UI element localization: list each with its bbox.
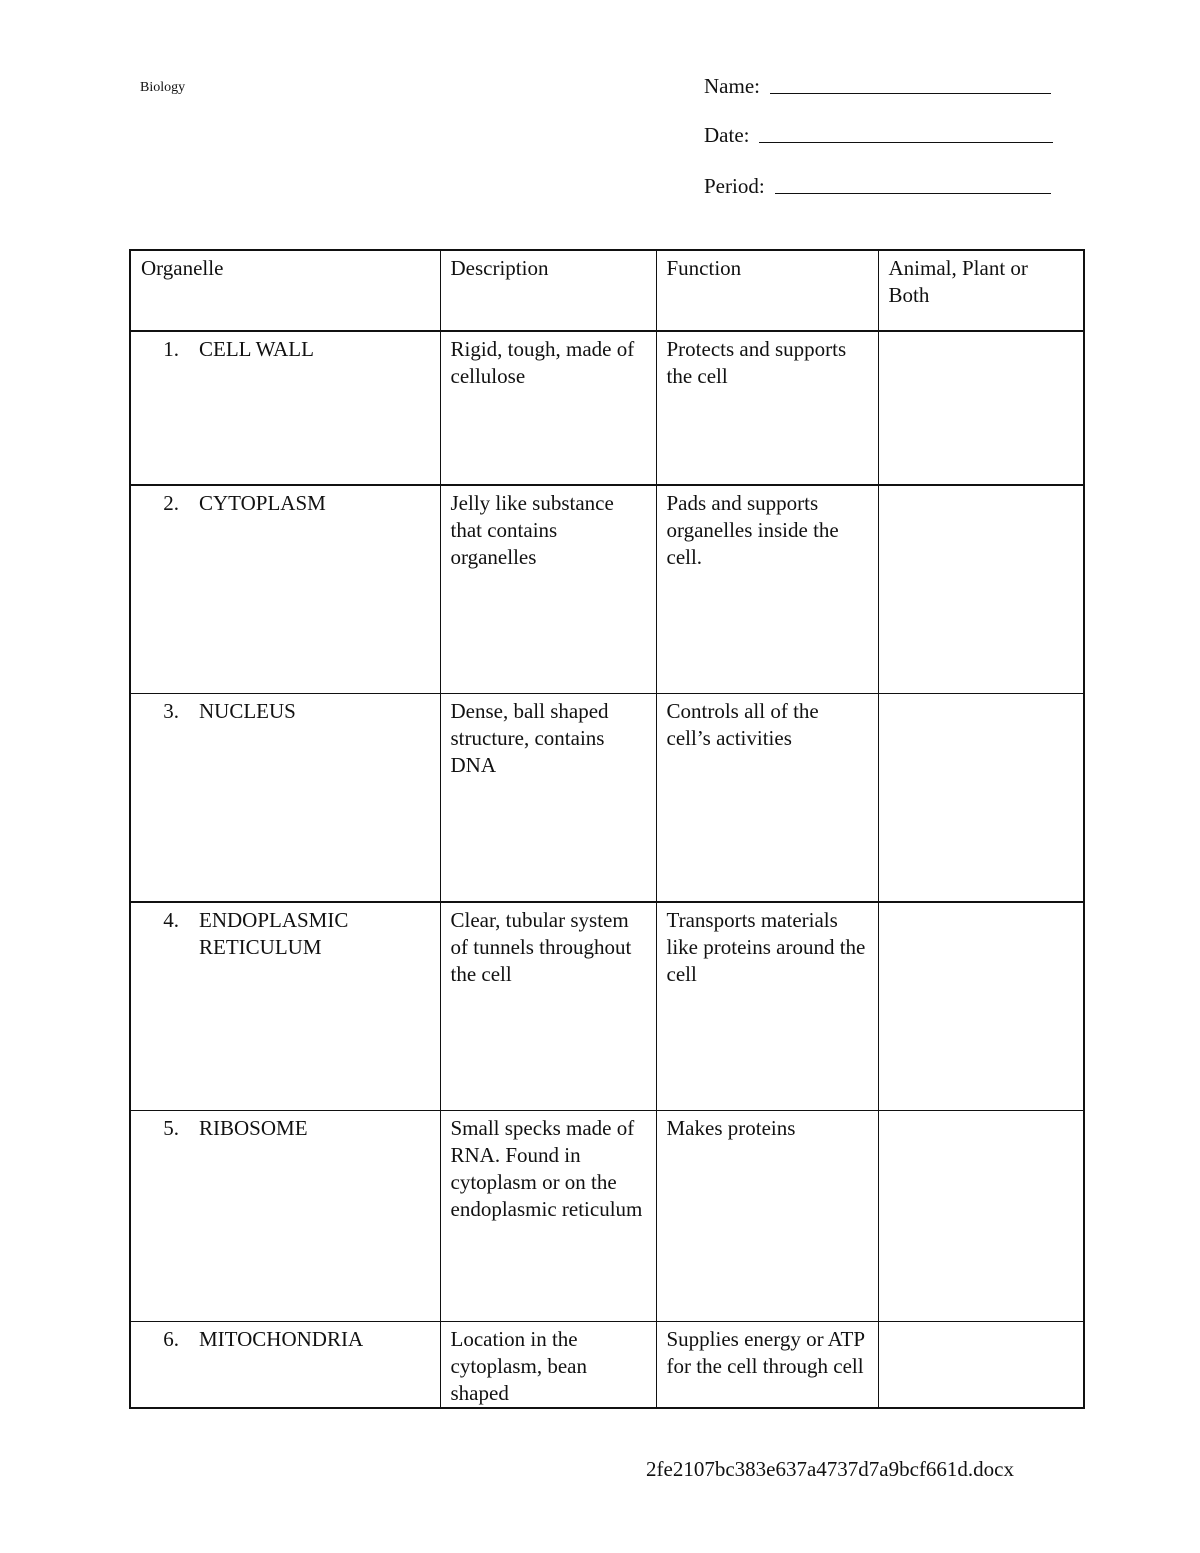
function-cell: Makes proteins [656,1111,878,1322]
row-number: 2. [163,491,179,515]
organelle-table [129,249,1085,1409]
period-label: Period: [704,174,765,198]
header-animal-plant-both: Animal, Plant or Both [878,250,1084,331]
document-filename: 2fe2107bc383e637a4737d7a9bcf661d.docx [646,1457,1014,1481]
row-number: 3. [163,699,179,723]
description-cell: Rigid, tough, made of cellulose [440,331,656,485]
name-field [704,74,1051,99]
row-number: 1. [163,337,179,361]
organelle-name: RIBOSOME [199,1116,308,1140]
organelle-cell [130,694,440,903]
organelle-name: CYTOPLASM [199,491,326,515]
description-cell: Dense, ball shaped structure, contains DNA [440,694,656,903]
date-field [704,123,1053,148]
function-cell: Controls all of the cell’s activities [656,694,878,903]
table-row [130,485,1084,694]
organelle-cell [130,1322,440,1409]
header-description: Description [440,250,656,331]
row-number: 5. [163,1116,179,1140]
row-number: 4. [163,908,179,932]
type-answer-cell[interactable] [878,1111,1084,1322]
header-organelle: Organelle [130,250,440,331]
organelle-cell [130,485,440,694]
function-cell: Supplies energy or ATP for the cell through cell [656,1322,878,1409]
organelle-name: ENDOPLASMIC RETICULUM [199,908,349,959]
name-label: Name: [704,74,760,98]
period-blank-line[interactable] [775,192,1051,194]
function-cell: Pads and supports organelles inside the cell. [656,485,878,694]
table-header-row [130,250,1084,331]
header-function: Function [656,250,878,331]
table-row [130,331,1084,485]
row-number: 6. [163,1327,179,1351]
table-row [130,902,1084,1111]
table-row [130,694,1084,903]
type-answer-cell[interactable] [878,1322,1084,1409]
date-blank-line[interactable] [759,141,1053,143]
type-answer-cell[interactable] [878,485,1084,694]
table-row [130,1111,1084,1322]
function-cell: Protects and supports the cell [656,331,878,485]
organelle-cell [130,1111,440,1322]
description-cell: Clear, tubular system of tunnels throughout the cell [440,902,656,1111]
subject-label: Biology [140,80,186,95]
organelle-name: NUCLEUS [199,699,296,723]
period-field [704,174,1051,199]
description-cell: Location in the cytoplasm, bean shaped [440,1322,656,1409]
organelle-name: CELL WALL [199,337,314,361]
organelle-cell [130,902,440,1111]
type-answer-cell[interactable] [878,902,1084,1111]
table-row [130,1322,1084,1409]
function-cell: Transports materials like proteins around the cell [656,902,878,1111]
type-answer-cell[interactable] [878,331,1084,485]
type-answer-cell[interactable] [878,694,1084,903]
date-label: Date: [704,123,750,147]
description-cell: Jelly like substance that contains organelles [440,485,656,694]
organelle-cell [130,331,440,485]
description-cell: Small specks made of RNA. Found in cytoplasm or on the endoplasmic reticulum [440,1111,656,1322]
name-blank-line[interactable] [770,92,1051,94]
organelle-name: MITOCHONDRIA [199,1327,364,1351]
